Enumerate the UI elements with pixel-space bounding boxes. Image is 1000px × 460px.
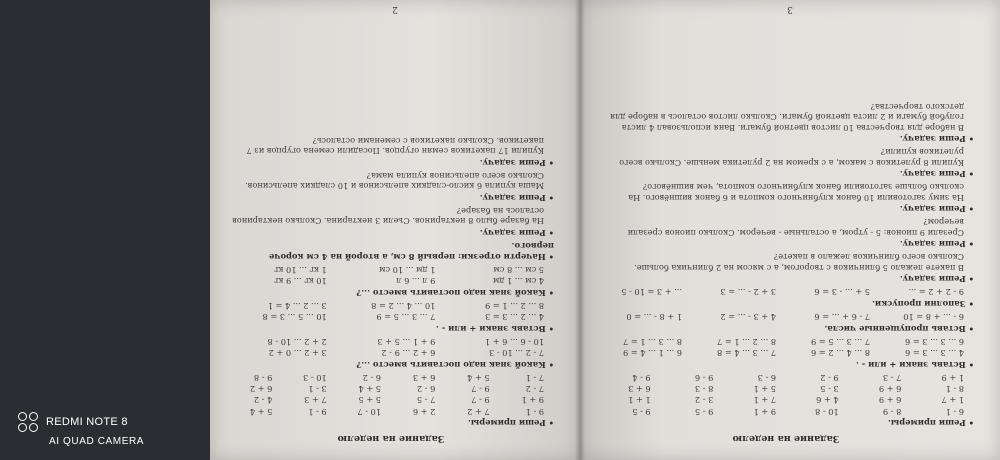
exercise-item: 7 ... 3 ... 5 = 9 [376,312,436,323]
exercise-item: 8 ... 4 ... 2 = 6 [811,348,870,359]
right-page [580,0,1000,460]
task-heading: • Реши задачу. [228,192,554,203]
task-heading: • Реши задачу. [598,239,974,250]
task-text: В наборе для творчества 10 листов цветной бумаги. Ваня использовал 4 листа голубой бумаги и 2 листа цветной бумаги. Сколько листов осталось в наборе для детского творчества? [609,102,964,133]
task-text: Купили 17 пакетиков семян огурцов. Посадили семена огурцов из 7 пакетиков. Сколько пакетиков с семенами осталось? [246,135,544,157]
exercise-item: 5 см ... 8 см [493,264,544,275]
right-page-number: 3 [787,4,793,14]
exercise-item: 7 + 3 [304,395,327,406]
right-page-content [580,0,1000,460]
exercise-item: 10 - 8 [815,406,839,417]
exercise-item: 8 ... 2 ... 1 = 9 [485,300,544,311]
exercise-item: 4 + 3 - ... = 2 [720,312,776,323]
exercise-item: 9 - 1 [308,406,327,417]
exercise-item: 2 + 2 ... 10 - 8 [267,336,327,347]
exercise-item: 10 - 3 [303,372,327,383]
exercise-item: 6 ... 1 ... 4 = 9 [623,348,682,359]
exercise-grid [228,337,544,359]
right-task-list [598,102,974,428]
exercise-item: 5 + 4 [249,406,273,417]
exercise-item: 10 ... 4 ... 2 = 8 [371,300,436,311]
exercise-item: 4 ... 3 ... 3 = 6 [905,348,964,359]
exercise-item: 5 + 4 [467,372,490,383]
exercise-item: 6 + 2 ... 9 - 2 [381,348,436,359]
task-text: Срезали 9 пионов: 5 - утром, а остальные - вечером. Сколько пионов срезали вечером? [627,217,964,238]
task-heading: • Реши задачу. [598,169,974,180]
exercise-item: 9 - 8 [253,372,273,383]
exercise-item: 6 - 1 [945,406,964,417]
exercise-item: 9 л ... 6 л [396,276,436,287]
exercise-item: 1 дм ... 10 см [379,264,436,275]
exercise-item: 7 - 6 + ... = 6 [814,312,870,323]
task-heading: • Реши примеры. [598,418,974,429]
task-heading: • Вставь знаки + или - . [598,359,974,370]
exercise-item: 10 - 6 ... 6 + 1 [484,336,544,347]
exercise-item: 1 + 1 [628,395,651,406]
left-page [210,0,580,460]
exercise-item: 10 кг ... 9 кг [274,276,327,287]
exercise-item: 6 + 3 [412,372,436,383]
exercise-item: 7 ... 3 ... 5 = 9 [811,336,870,347]
task-heading: • Реши задачу. [598,204,974,215]
task-heading: • Начерти отрезки: первый 8 см, а второй на 4 см короче первого. [228,241,554,262]
left-page-title: Задание на неделю [337,433,445,444]
exercise-item: 9 - 1 [525,406,544,417]
watermark-camera: AI QUAD CAMERA [49,436,145,447]
task-heading: • Реши примеры. [228,418,554,429]
exercise-item: 8 - 9 [882,406,902,417]
exercise-item: 1 + 7 [941,395,964,406]
exercise-grid [228,301,544,323]
exercise-item: 6 - ... + 8 = 10 [903,312,964,323]
right-page-text [598,10,974,444]
exercise-item: 6 - 3 [757,372,776,383]
exercise-item: 6 + 9 [878,384,902,395]
exercise-item: 9 - 2 + 2 = ... [908,287,964,298]
exercise-item: 9 - 4 [632,372,651,383]
camera-watermark [18,412,144,447]
quad-camera-icon [18,412,38,432]
exercise-item: 7 + 1 [753,395,776,406]
book-spine-shadow [575,0,585,460]
exercise-item: ... + 3 = 10 - 5 [621,287,682,298]
left-task-list [228,136,554,429]
task-text: На зиму заготовили 10 банок клубничного компота и 6 банок вишнёвого. На сколько больше заготовили банок клубничного компота, чем вишнёвого? [628,182,964,203]
exercise-item: 6 - 2 [362,372,382,383]
exercise-item: 5 + 4 [358,384,382,395]
task-text: Купили 8 рулетиков с маком, а с кремом на 2 рулетика меньше. Сколько всего рулетиков купили? [619,147,964,168]
exercise-grid [228,373,544,417]
task-heading: • Реши задачу. [228,227,554,238]
exercise-item: 3 - 5 [820,384,839,395]
exercise-item: 4 + 6 [816,395,839,406]
exercise-item: 9 - 7 [471,384,490,395]
exercise-item: 8 - 1 [945,384,964,395]
exercise-grid [598,373,964,417]
exercise-item: 5 + 5 [358,395,382,406]
exercise-item: 9 + 1 [753,406,776,417]
exercise-item: 4 - 2 [253,395,273,406]
exercise-item: 9 - 6 [694,372,714,383]
task-heading: • Реши задачу. [228,157,554,168]
left-page-content [210,0,580,460]
exercise-item: 2 + 6 [412,406,436,417]
exercise-item: 3 ... 2 ... 4 = 1 [267,300,327,311]
exercise-item: 8 ... 2 ... 1 = 7 [717,336,776,347]
exercise-item: 7 + 2 [467,406,490,417]
exercise-item: 4 см ... 1 дм [493,276,544,287]
exercise-item: 10 ... 5 ... 3 = 8 [262,312,327,323]
watermark-row [18,412,144,432]
exercise-item: 6 - 2 [416,384,436,395]
task-heading: • Вставь пропущенные числа. [598,323,974,334]
exercise-grid [598,312,964,322]
exercise-item: 6 + 3 [628,384,651,395]
exercise-item: 9 - 5 [632,406,651,417]
exercise-item: 7 - 2 [525,384,544,395]
exercise-item: 1 кг ... 10 кг [274,264,327,275]
exercise-item: 9 + 1 [521,395,544,406]
task-heading: • Вставь знаки + или - . [228,323,554,334]
left-page-number: 2 [392,4,398,14]
exercise-grid [228,265,544,287]
task-heading: • Заполни пропуски. [598,298,974,309]
task-heading: • Реши задачу. [598,274,974,285]
exercise-item: 3 - 1 [308,384,327,395]
exercise-item: 6 + 9 [878,395,902,406]
exercise-grid [598,287,964,297]
exercise-item: 9 - 2 [820,372,839,383]
exercise-item: 3 - 2 [694,395,714,406]
exercise-item: 3 + 2 - ... = 3 [720,287,776,298]
task-text: На базаре было 8 нектаринов. Съели 3 нектарина. Сколько нектаринов осталось на базаре? [232,205,544,227]
watermark-device: REDMI NOTE 8 [46,416,128,428]
task-heading: • Какой знак надо поставить вместо ...? [228,359,554,370]
exercise-item: 7 ... 3 ... 4 = 8 [717,348,776,359]
exercise-item: 1 + 8 - ... = 0 [626,312,682,323]
exercise-item: 8 - 3 [694,384,714,395]
exercise-item: 3 + 2 ... 0 + 2 [268,348,327,359]
task-text: Маша купила 6 кисло-сладких апельсинов и 10 сладких апельсинов. Сколько всего апельсинов купила мама? [245,170,544,192]
task-heading: • Какой знак надо поставить вместо ...? [228,287,554,298]
exercise-item: 5 + 1 [753,384,776,395]
exercise-item: 10 - 7 [357,406,382,417]
exercise-item: 7 - 1 [525,372,544,383]
task-heading: • Реши задачу. [598,134,974,145]
exercise-item: 6 ... 3 ... 3 = 6 [905,336,964,347]
exercise-item: 9 - 5 [694,406,714,417]
exercise-item: 7 - 5 [416,395,436,406]
exercise-item: 8 ... 3 ... 1 = 7 [623,336,682,347]
exercise-item: 9 - 7 [471,395,490,406]
exercise-item: 9 + 1 ... 5 + 3 [377,336,436,347]
exercise-item: 4 ... 2 ... 3 = 3 [485,312,544,323]
task-text: В пакете лежало 5 блинчиков с творогом, а с мясом на 2 блинчика больше. Сколько всего блинчиков лежало в пакете? [634,252,964,273]
exercise-item: 1 + 9 [941,372,964,383]
exercise-item: 6 + 2 [249,384,273,395]
left-page-text [228,10,554,444]
exercise-item: 5 + ... - 3 = 6 [814,287,870,298]
exercise-item: 7 - 2 ... 10 - 3 [488,348,544,359]
exercise-item: 7 - 3 [882,372,902,383]
exercise-grid [598,337,964,359]
right-page-title: Задание на неделю [732,433,840,444]
